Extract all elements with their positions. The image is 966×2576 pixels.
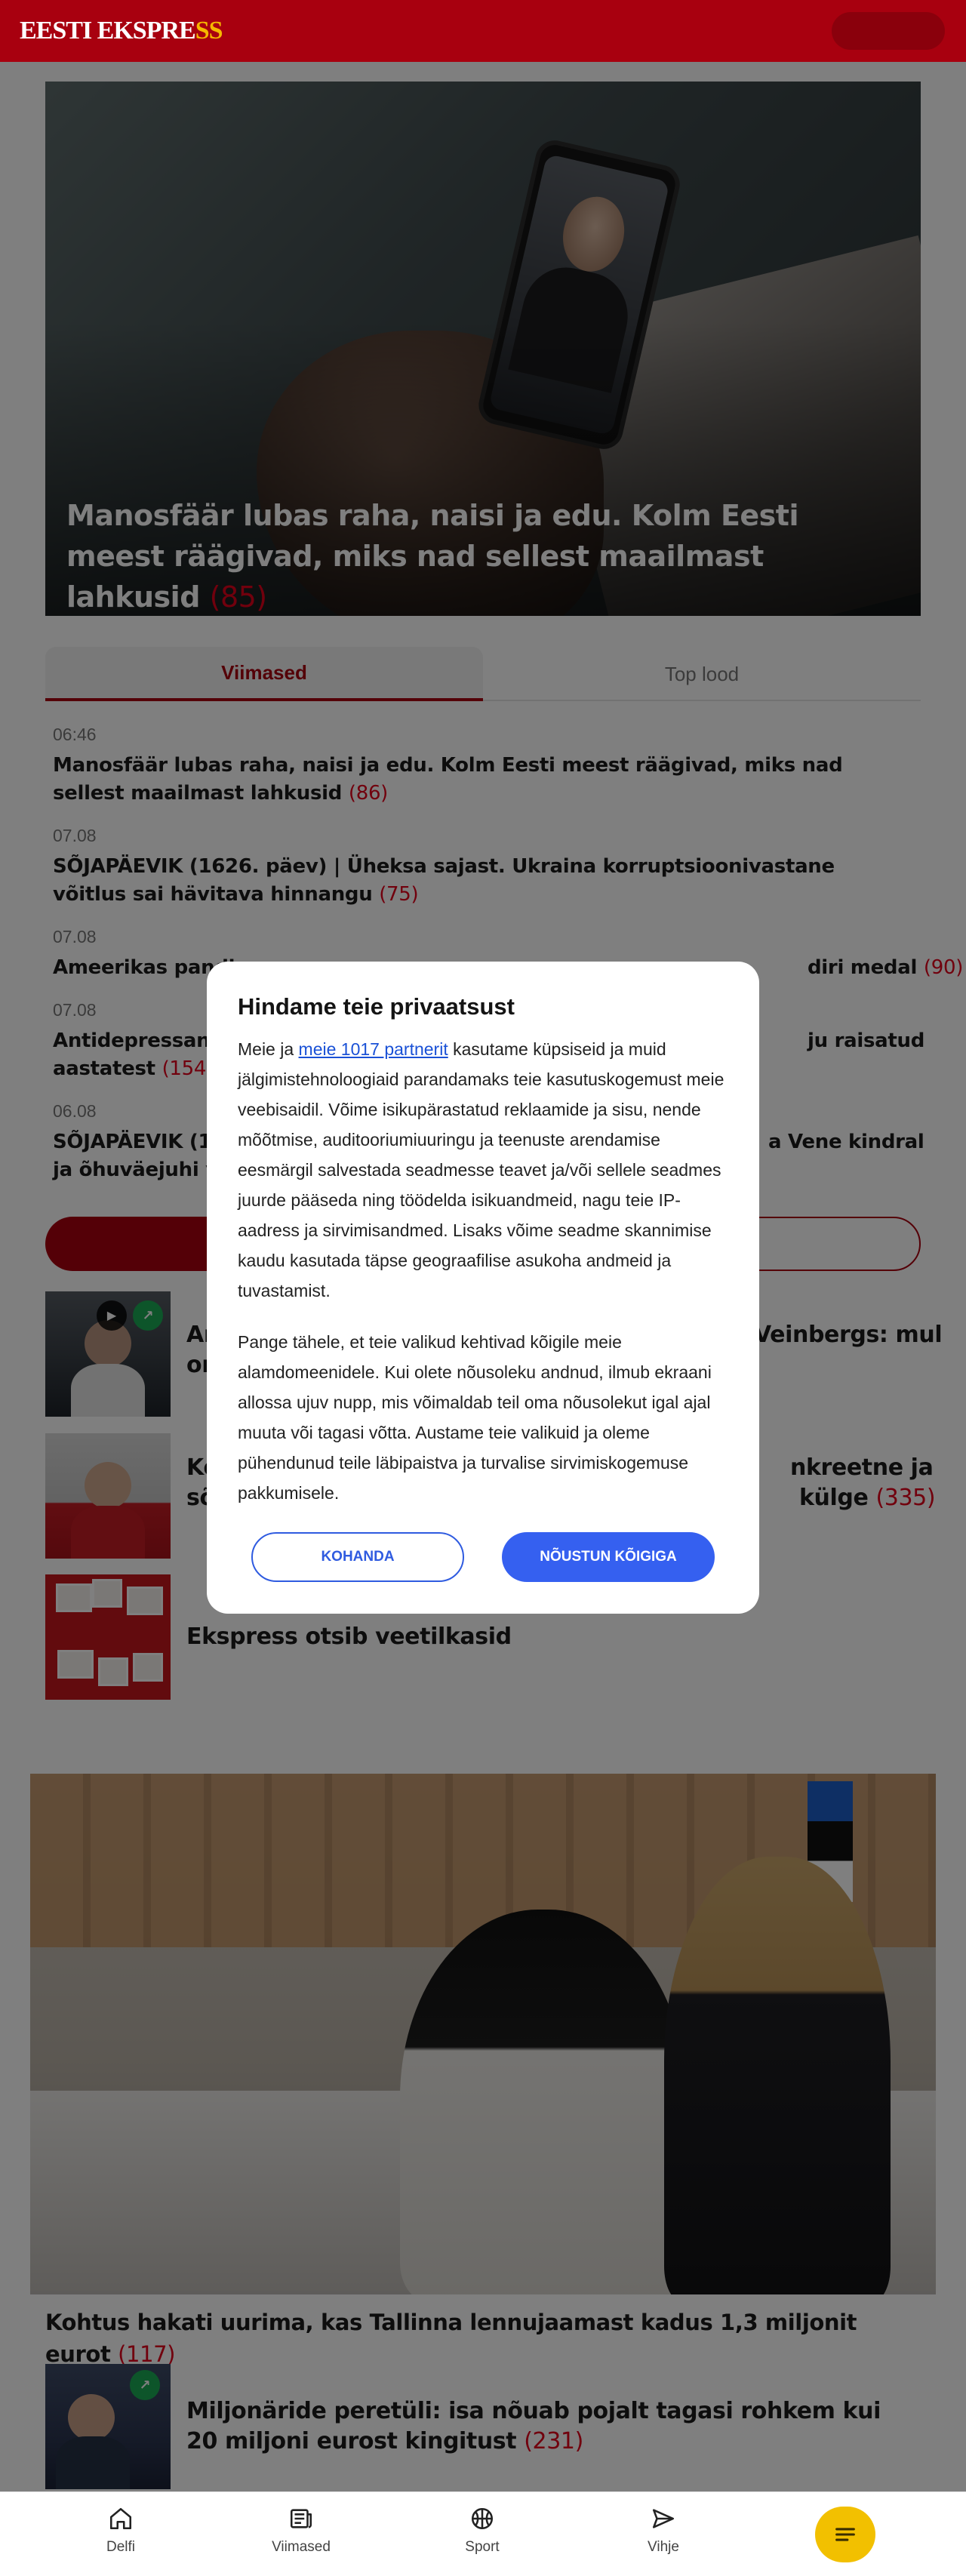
customize-button[interactable]: KOHANDA [251, 1532, 464, 1582]
cookie-dialog-actions [251, 1532, 715, 1582]
menu-button[interactable] [815, 2507, 875, 2562]
nav-label: Viimased [272, 2539, 331, 2555]
cookie-consent-dialog [207, 962, 759, 1614]
nav-item-vihje[interactable] [603, 2506, 724, 2566]
header-login-button[interactable] [832, 12, 945, 50]
cookie-dialog-note: Pange tähele, et teie valikud kehtivad kõigile meie alamdomeenidele. Kui olete nõusoleku andnud, ilmub ekraani allossa ujuv nupp, mis võimaldab teil oma nõusolekut igal ajal muuta või tagasi võtta. Austame teie valikuid ja oleme pühendunud teile läbipaistva ja turvalise sirvimiskogemuse pakkumisele. [238, 1332, 712, 1503]
nav-label: Sport [465, 2539, 500, 2555]
nav-item-sport[interactable] [422, 2506, 543, 2566]
site-header [0, 0, 966, 62]
ball-icon [469, 2506, 495, 2531]
eesti-ekspress-logo[interactable]: EESTI EKSPRESS [20, 17, 223, 45]
accept-all-button[interactable]: NÕUSTUN KÕIGIGA [502, 1532, 715, 1582]
nav-label: Delfi [106, 2539, 135, 2555]
nav-item-delfi[interactable] [60, 2506, 181, 2566]
menu-icon [832, 2522, 858, 2547]
home-icon [108, 2506, 134, 2531]
partners-link[interactable]: meie 1017 partnerit [298, 1039, 448, 1059]
nav-label: Vihje [648, 2539, 679, 2555]
send-icon [651, 2506, 676, 2531]
bottom-navigation [0, 2491, 966, 2576]
cookie-dialog-title: Hindame teie privaatsust [238, 993, 515, 1020]
news-icon [288, 2506, 314, 2531]
nav-item-viimased[interactable] [241, 2506, 361, 2566]
cookie-dialog-text: Meie ja meie 1017 partnerit kasutame küpsiseid ja muid jälgimistehnoloogiaid parandamaks teie kasutuskogemust meie veebisaidil. Võime isikupärastatud reklaamide ja sisu, nende mõõtmise, auditooriumiuuringu ja teenuste arendamise eesmärgil salvestada seadmesse teavet ja/või sellele seadmes juurde pääseda ning töödelda isikuandmeid, nagu teie IP-aadress ja sirvimisandmed. Lisaks võime seadme skannimise kaudu kasutada täpse geograafilise asukoha andmeid ja tuvastamist. [238, 1039, 724, 1300]
